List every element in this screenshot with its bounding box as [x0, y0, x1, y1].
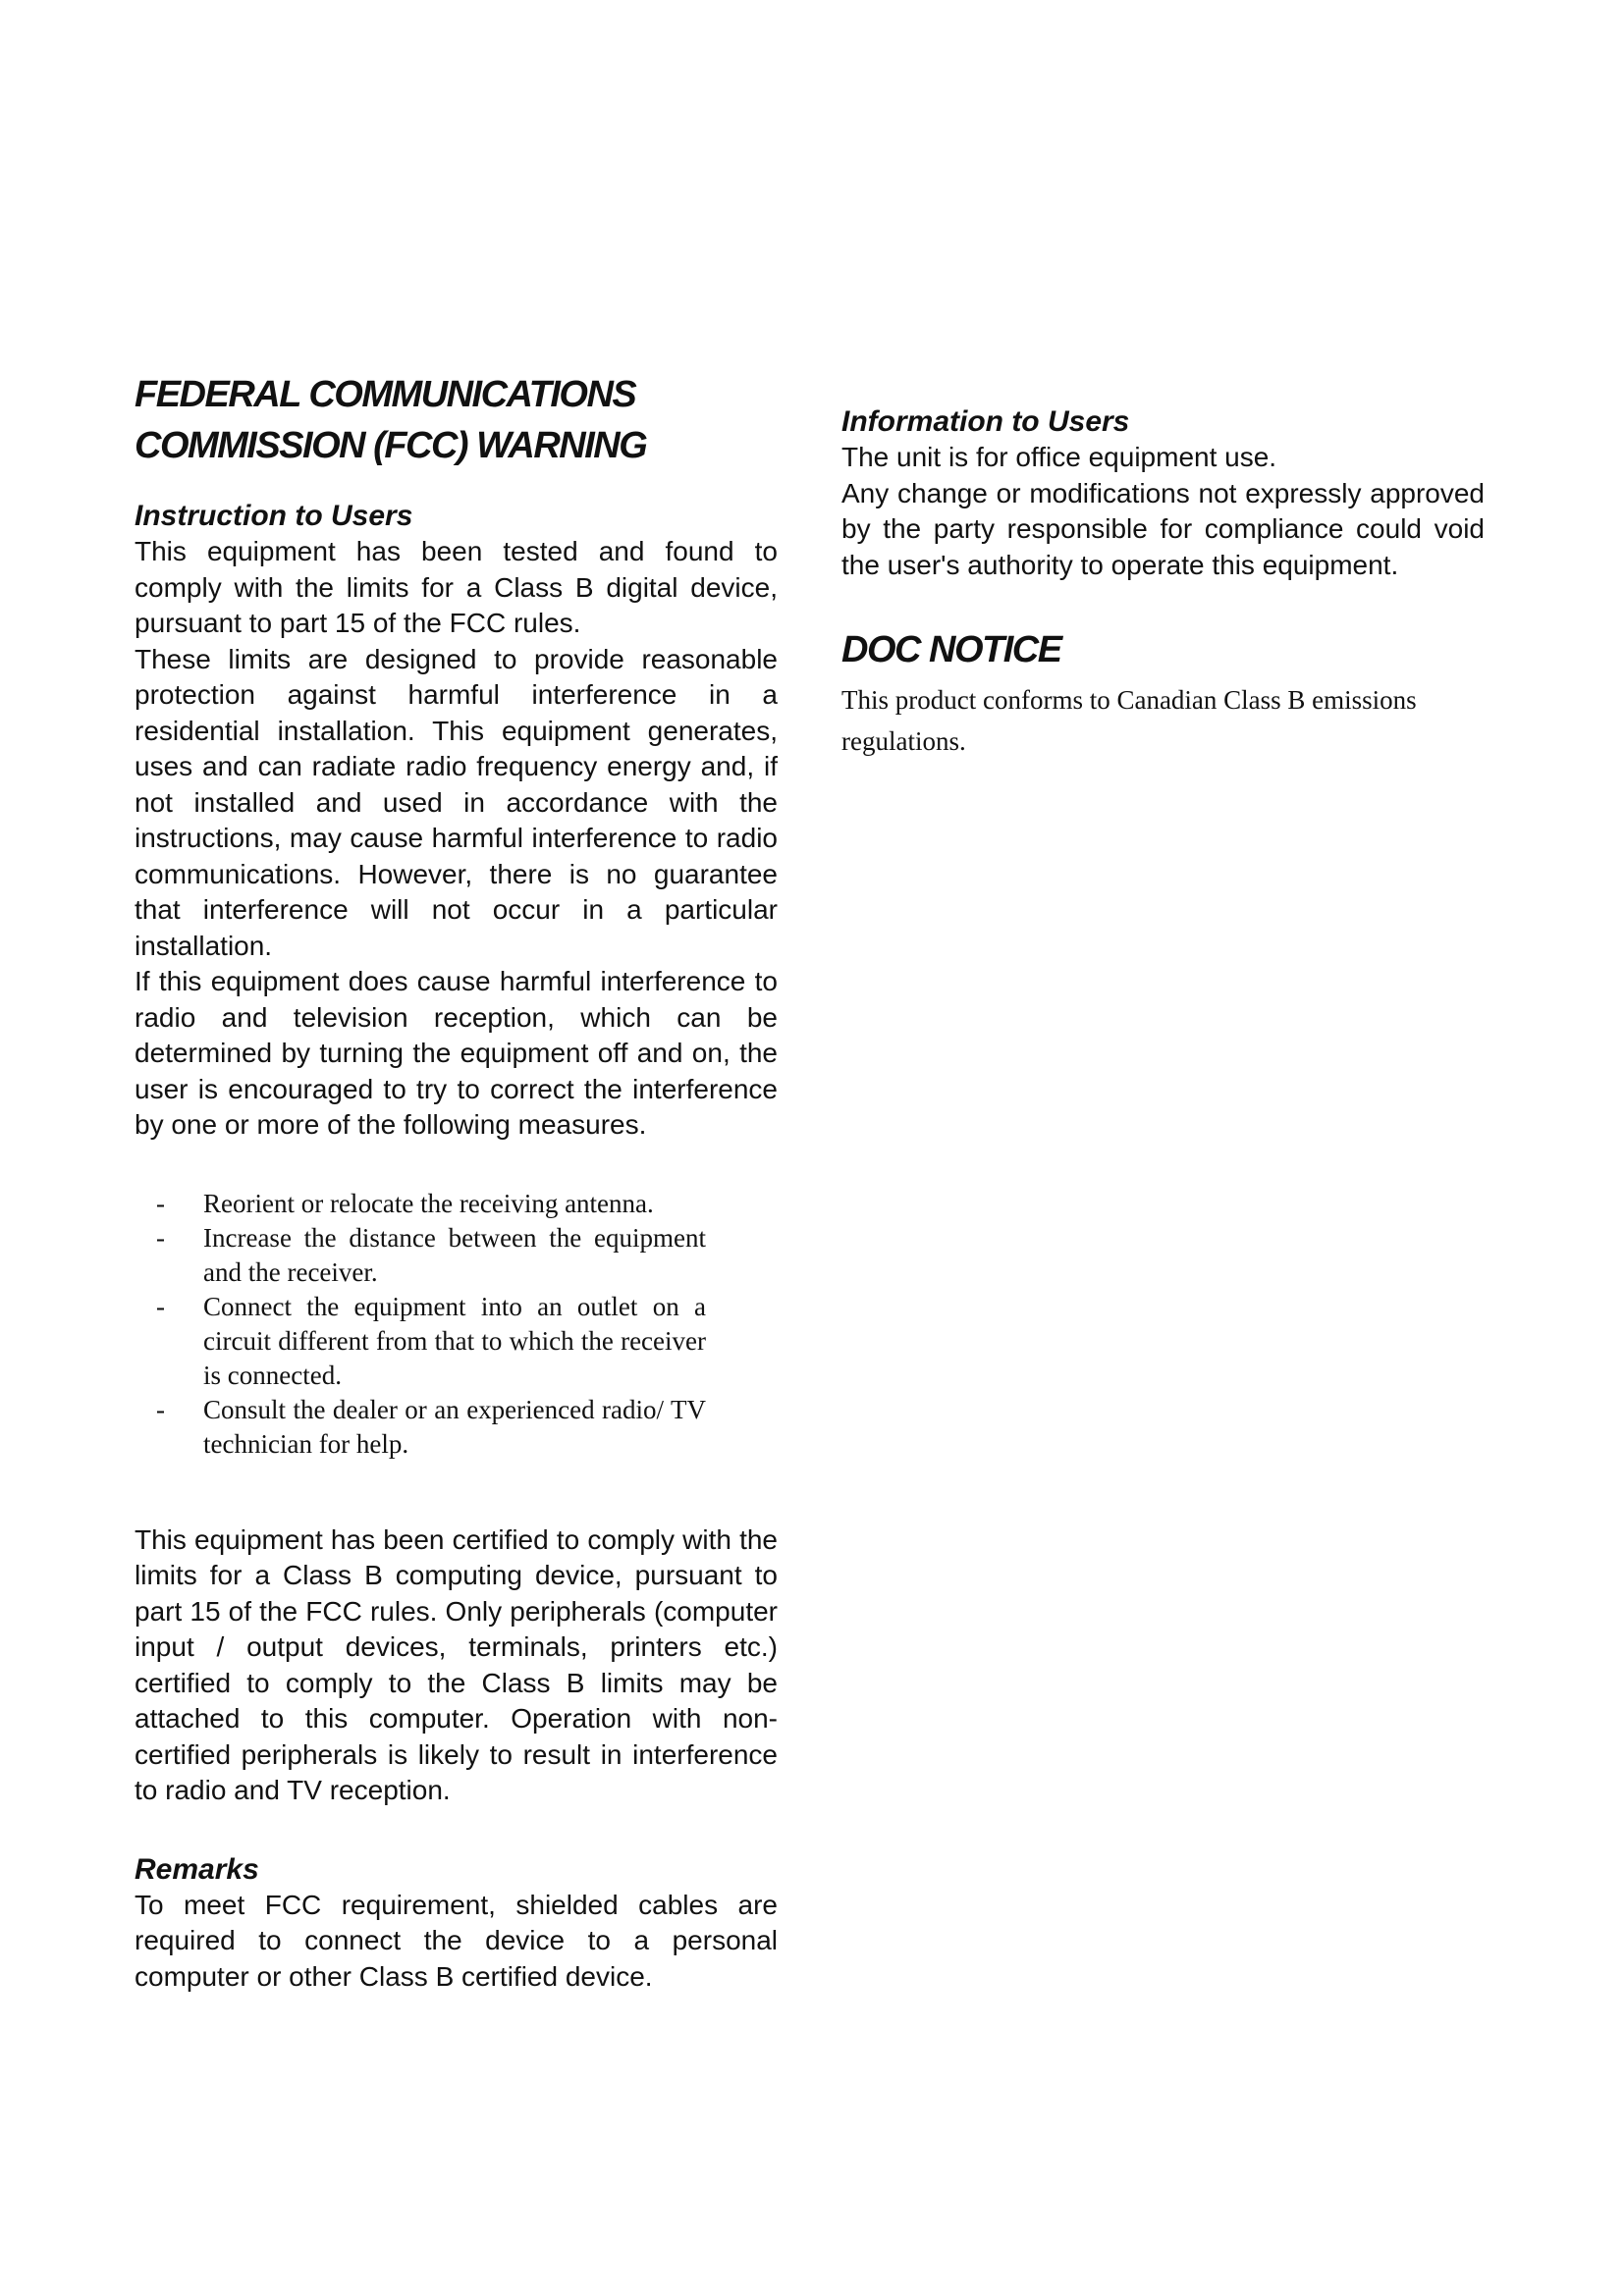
spacer: [135, 1809, 778, 1852]
measure-text: Consult the dealer or an experienced radio/ TV technician for help.: [203, 1394, 706, 1459]
doc-notice-title: DOC NOTICE: [841, 629, 1061, 670]
information-paragraph: Any change or modifications not expressly approved by the party responsible for compliance could void the user's authority to operate this equipment.: [841, 477, 1485, 580]
remarks-text: To meet FCC requirement, shielded cables are required to connect the device to a personal computer or other Class B certified device.: [135, 1889, 778, 1992]
fcc-warning-title: [135, 369, 778, 471]
information-heading: Information to Users: [841, 405, 1130, 438]
measure-bullet: -: [156, 1291, 165, 1321]
measure-bullet: -: [156, 1188, 165, 1218]
measure-bullet: -: [156, 1222, 165, 1253]
certified-paragraph: This equipment has been certified to comply with the limits for a Class B computing device, pursuant to part 15 of the FCC rules. Only peripherals (computer input / output devices, terminals, printers etc.) certified to comply to the Class B limits may be attached to this computer. Operation with non-certified peripherals is likely to result in interference to radio and TV reception.: [135, 1523, 778, 1805]
measures-list: [135, 1187, 706, 1462]
measure-text: Reorient or relocate the receiving antenna.: [203, 1188, 654, 1218]
measure-text: Connect the equipment into an outlet on a circuit different from that to which the receiver is connected.: [203, 1291, 706, 1390]
measure-item: [156, 1393, 706, 1462]
instruction-paragraph-3: If this equipment does cause harmful interference to radio and television reception, which can be determined by turning the equipment off and on, the user is encouraged to try to correct the interference by one or more of the following measures.: [135, 966, 778, 1140]
measure-item: [156, 1187, 706, 1221]
fcc-section: [135, 369, 778, 1995]
instruction-paragraph-2: These limits are designed to provide reasonable protection against harmful interference in a residential installation. This equipment generates, uses and can radiate radio frequency energy and, if not installed and used in accordance with the instructions, may cause harmful interference to radio communications. However, there is no guarantee that interference will not occur in a particular installation.: [135, 643, 778, 961]
measure-text: Increase the distance between the equipment and the receiver.: [203, 1222, 706, 1287]
remarks-heading: Remarks: [135, 1852, 259, 1886]
information-line-1: The unit is for office equipment use.: [841, 442, 1277, 472]
instruction-paragraph-1: This equipment has been tested and found to comply with the limits for a Class B digital device, pursuant to part 15 of the FCC rules.: [135, 536, 778, 638]
fcc-title-line-2: COMMISSION (FCC) WARNING: [135, 425, 647, 466]
measure-bullet: -: [156, 1394, 165, 1424]
spacer: [135, 1462, 778, 1522]
doc-notice-text: This product conforms to Canadian Class B emissions regulations.: [841, 685, 1417, 756]
measure-item: [156, 1221, 706, 1290]
fcc-title-line-1: FEDERAL COMMUNICATIONS: [135, 374, 636, 415]
measure-item: [156, 1290, 706, 1393]
right-column: [841, 404, 1485, 762]
instruction-heading: Instruction to Users: [135, 500, 413, 532]
